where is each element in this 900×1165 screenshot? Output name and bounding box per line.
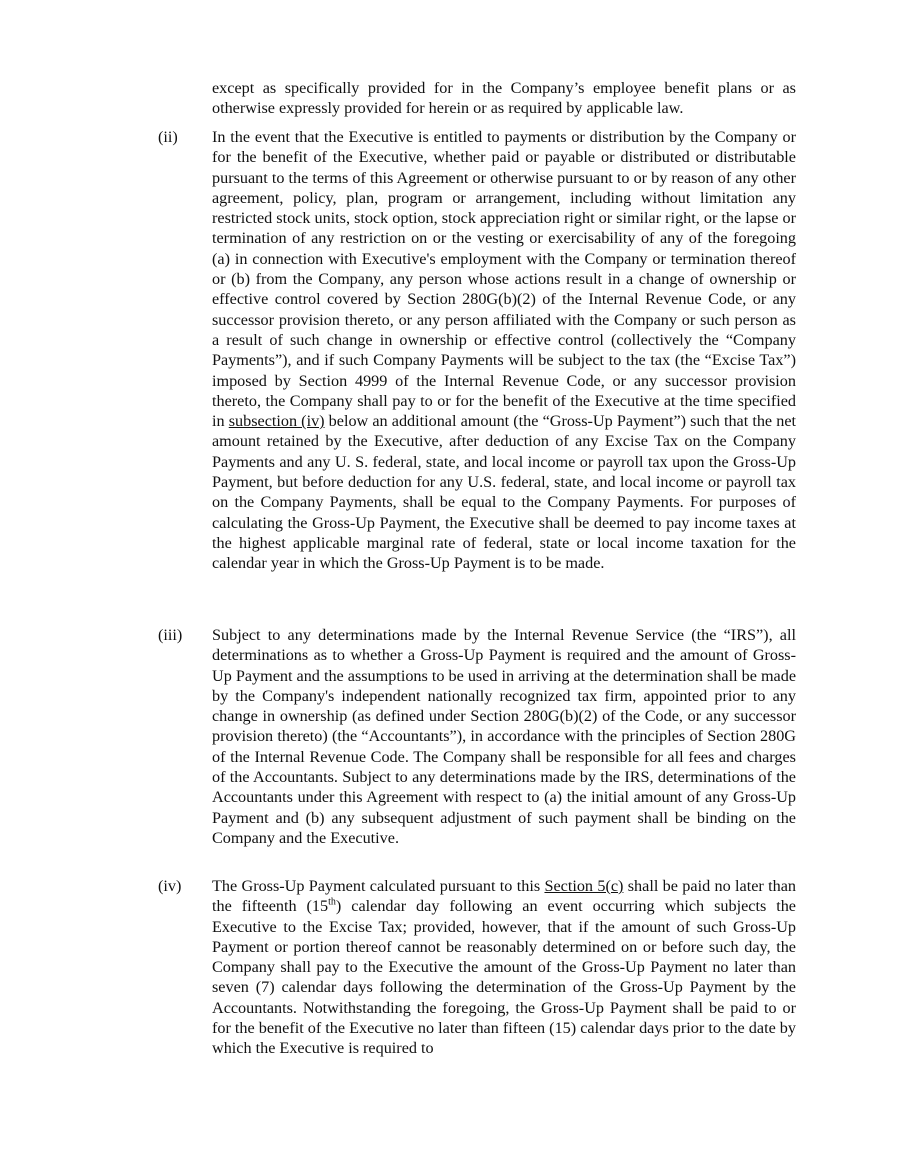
clause-number: (iii)	[158, 626, 183, 644]
intro-paragraph: except as specifically provided for in the Company’s employee benefit plans or as otherwise expressly provided for herein or as required by applicable law.	[212, 79, 796, 118]
clause-text	[212, 876, 796, 1059]
subsection-iv-reference: subsection (iv)	[228, 412, 325, 431]
clause-text-part: ) calendar day following an event occurring which subjects the Executive to the Excise Tax; provided, however, that if the amount of such Gross-Up Payment or portion thereof cannot be reasonably determined on or before such day, the Company shall pay to the Executive the amount of the Gross-Up Payment no later than seven (7) calendar days following the determination of the Gross-Up Payment by the Accountants. Notwithstanding the foregoing, the Gross-Up Payment shall be paid to or for the benefit of the Executive no later than fifteen (15) calendar days prior to the date by which the Executive is required to	[212, 897, 796, 1058]
ordinal-superscript: th	[328, 896, 336, 908]
section-5c-reference: Section 5(c)	[544, 877, 624, 895]
clause-text	[212, 127, 796, 574]
clause-text: Subject to any determinations made by the Internal Revenue Service (the “IRS”), all determinations as to whether a Gross-Up Payment is required and the amount of Gross-Up Payment and the assumptions to be used in arriving at the determination shall be made by the Company's independent nationally recognized tax firm, appointed prior to any change in ownership (as defined under Section 280G(b)(2) of the Code, or any successor provision thereto) (the “Accountants”), in accordance with the principles of Section 280G of the Internal Revenue Code. The Company shall be responsible for all fees and charges of the Accountants. Subject to any determinations made by the IRS, determinations of the Accountants under this Agreement with respect to (a) the initial amount of any Gross-Up Payment and (b) any subsequent adjustment of such payment shall be binding on the Company and the Executive.	[212, 626, 796, 847]
clause-number: (iv)	[158, 877, 182, 895]
clause-text-part: shall be paid no later than the fifteenth (15	[212, 877, 796, 916]
clause-text-part: below an additional amount (the “Gross-Up Payment”) such that the net amount retained by the Executive, after deduction of any Excise Tax on the Company Payments and any U. S. federal, state, and local income or payroll tax upon the Gross-Up Payment, but before deduction for any U.S. federal, state, and local income or payroll tax on the Company Payments, shall be equal to the Company Payments. For purposes of calculating the Gross-Up Payment, the Executive shall be deemed to pay income taxes at the highest applicable marginal rate of federal, state or local income taxation for the calendar year in which the Gross-Up Payment is to be made.	[212, 412, 797, 573]
clause-number: (ii)	[158, 128, 178, 146]
clause-text-part: The Gross-Up Payment calculated pursuant to this	[212, 877, 545, 895]
clause-text-part: In the event that the Executive is entitled to payments or distribution by the Company or for the benefit of the Executive, whether paid or payable or distributed or distributable pursuant to the terms of this Agreement or otherwise pursuant to or by reason of any other agreement, policy, plan, program or arrangement, including without limitation any restricted stock units, stock option, stock appreciation right or similar right, or the lapse or termination of any restriction on or the vesting or exercisability of any of the foregoing (a) in connection with Executive's employment with the Company or termination thereof or (b) from the Company, any person whose actions result in a change of ownership or effective control covered by Section 280G(b)(2) of the Internal Revenue Code, or any successor provision thereto, or any person affiliated with the Company or such person as a result of such change in ownership or effective control (collectively the “Company Payments”), and if such Company Payments will be subject to the tax (the “Excise Tax”) imposed by Section 4999 of the Internal Revenue Code, or any successor provision thereto, the Company shall pay to or for the benefit of the Executive at the time specified in	[212, 128, 796, 431]
